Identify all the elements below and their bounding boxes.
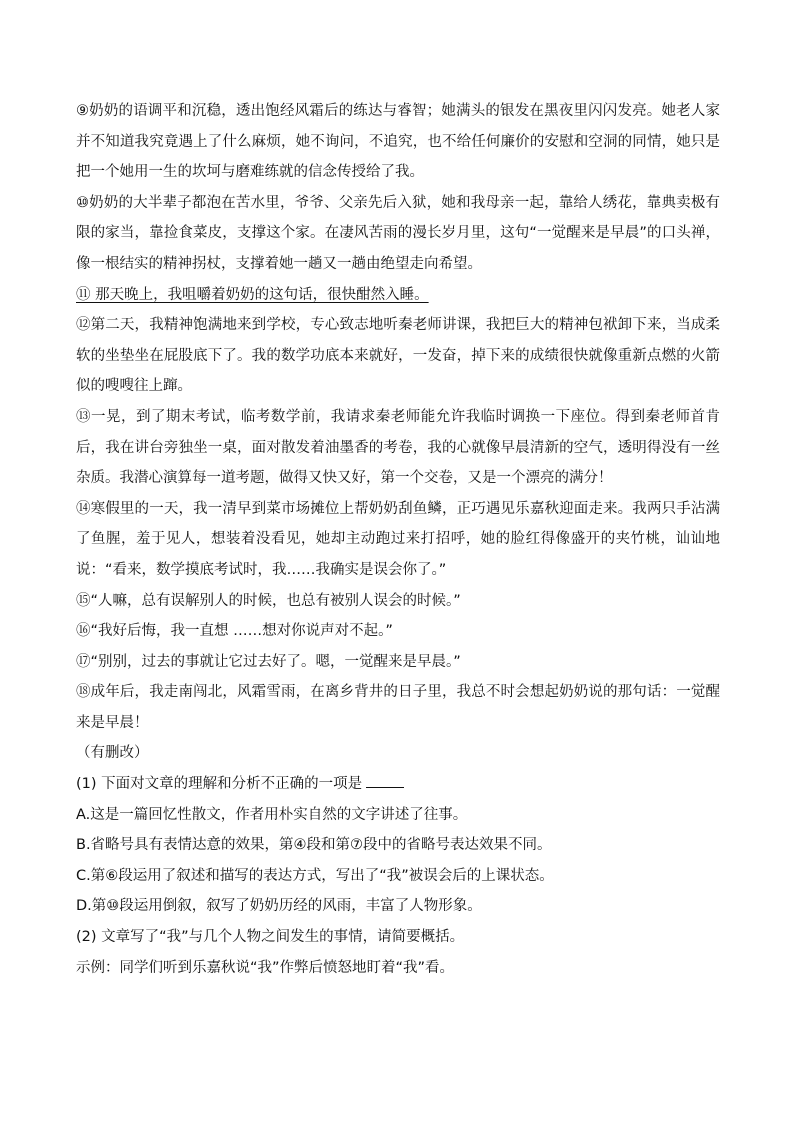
paragraph-16: ⑯“我好后悔，我一直想 ……想对你说声对不起。”	[76, 623, 393, 640]
option-a: A.这是一篇回忆性散文，作者用朴实自然的文字讲述了往事。	[76, 806, 468, 823]
question-1	[76, 769, 720, 800]
paragraph-13: ⑬一晃，到了期末考试，临考数学前，我请求秦老师能允许我临时调换一下座位。得到秦老师首肯后，我在讲台旁独坐一桌，面对散发着油墨香的考卷，我的心就像早晨清新的空气，透明得没有一丝杂质。我潜心演算每一道考题，做得又快又好，第一个交卷，又是一个漂亮的满分！	[76, 408, 720, 487]
answer-blank[interactable]	[366, 773, 404, 788]
example-answer: 示例：同学们听到乐嘉秋说“我”作弊后愤怒地盯着“我”看。	[76, 959, 455, 976]
source-note: （有删改）	[76, 745, 149, 762]
question-1-text: (1) 下面对文章的理解和分析不正确的一项是	[76, 776, 363, 793]
option-b: B.省略号具有表情达意的效果，第④段和第⑦段中的省略号表达效果不同。	[76, 837, 552, 854]
paragraph-18: ⑱成年后，我走南闯北，风霜雪雨，在离乡背井的日子里，我总不时会想起奶奶说的那句话：一觉醒来是早晨！	[76, 684, 720, 731]
underlined-sentence: ⑪ 那天晚上，我咀嚼着奶奶的这句话，很快酣然入睡。	[76, 286, 429, 303]
document-body	[76, 96, 720, 983]
option-c: C.第⑥段运用了叙述和描写的表达方式，写出了“我”被误会后的上课状态。	[76, 867, 554, 884]
paragraph-9: ⑨奶奶的语调平和沉稳，透出饱经风霜后的练达与睿智；她满头的银发在黑夜里闪闪发亮。她老人家并不知道我究竟遇上了什么麻烦，她不询问，不追究，也不给任何廉价的安慰和空洞的同情，她只是把一个她用一生的坎坷与磨难练就的信念传授给了我。	[76, 103, 720, 181]
option-d: D.第⑩段运用倒叙，叙写了奶奶历经的风雨，丰富了人物形象。	[76, 898, 482, 915]
paragraph-15: ⑮“人嘛，总有误解别人的时候，也总有被别人误会的时候。”	[76, 592, 461, 609]
paragraph-10: ⑩奶奶的大半辈子都泡在苦水里，爷爷、父亲先后入狱，她和我母亲一起，靠给人绣花，靠典卖极有限的家当，靠捡食菜皮，支撑这个家。在凄风苦雨的漫长岁月里，这句“一觉醒来是早晨”的口头禅，像一根结实的精神拐杖，支撑着她一趟又一趟由绝望走向希望。	[76, 194, 720, 272]
paragraph-12: ⑫第二天，我精神饱满地来到学校，专心致志地听秦老师讲课，我把巨大的精神包袱卸下来，当成柔软的坐垫坐在屁股底下了。我的数学功底本来就好，一发奋，掉下来的成绩很快就像重新点燃的火箭似的嗖嗖往上蹿。	[76, 317, 720, 395]
paragraph-11	[76, 280, 720, 311]
paragraph-14: ⑭寒假里的一天，我一清早到菜市场摊位上帮奶奶刮鱼鳞，正巧遇见乐嘉秋迎面走来。我两只手沾满了鱼腥，羞于见人，想装着没看见，她却主动跑过来打招呼，她的脸红得像盛开的夹竹桃，讪讪地说：“看来，数学摸底考试时，我……我确实是误会你了。”	[76, 500, 720, 578]
question-2: (2) 文章写了“我”与几个人物之间发生的事情，请简要概括。	[76, 929, 465, 946]
paragraph-17: ⑰“别别，过去的事就让它过去好了。嗯，一觉醒来是早晨。”	[76, 653, 461, 670]
